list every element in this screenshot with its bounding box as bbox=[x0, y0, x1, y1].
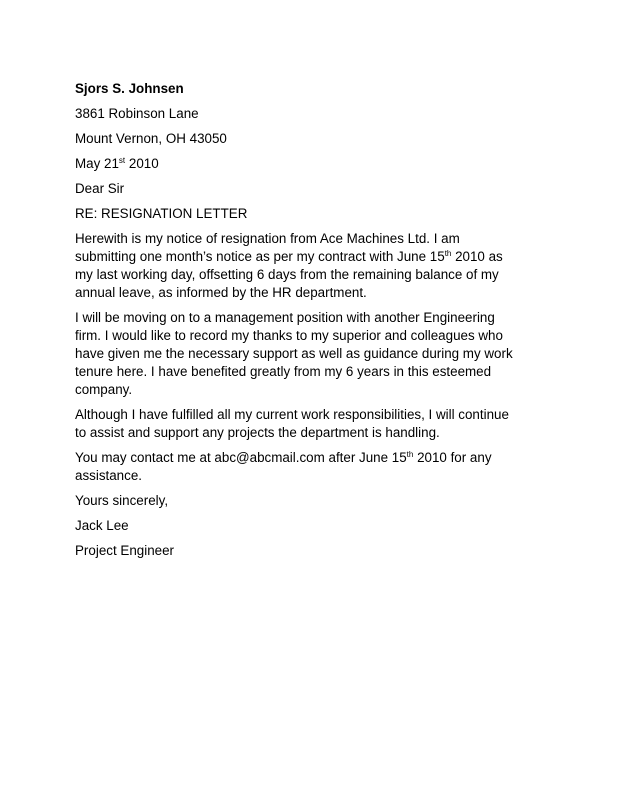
paragraph-line: my last working day, offsetting 6 days from the remaining balance of my bbox=[75, 267, 499, 282]
paragraph-line: assistance. bbox=[75, 468, 142, 483]
subject-line: RE: RESIGNATION LETTER bbox=[75, 206, 248, 221]
ordinal-suffix: th bbox=[444, 249, 452, 258]
closing: Yours sincerely, bbox=[75, 493, 169, 508]
sender-city: Mount Vernon, OH 43050 bbox=[75, 131, 227, 146]
date-suffix: st bbox=[118, 156, 126, 165]
text-fragment: 2010 for any bbox=[413, 450, 492, 465]
text-fragment: submitting one month’s notice as per my contract with June 15 bbox=[75, 249, 445, 264]
sender-name: Sjors S. Johnsen bbox=[75, 81, 184, 96]
signer-title: Project Engineer bbox=[75, 543, 174, 558]
resignation-letter bbox=[75, 80, 575, 567]
body-paragraph-2 bbox=[75, 309, 575, 399]
paragraph-line: Herewith is my notice of resignation from Ace Machines Ltd. I am bbox=[75, 231, 460, 246]
paragraph-line: Although I have fulfilled all my current work responsibilities, I will continue bbox=[75, 407, 509, 422]
signer-name: Jack Lee bbox=[75, 518, 129, 533]
text-fragment: 2010 as bbox=[451, 249, 503, 264]
sender-street: 3861 Robinson Lane bbox=[75, 106, 199, 121]
body-paragraph-3 bbox=[75, 406, 575, 442]
text-fragment: You may contact me at abc@abcmail.com after June 15 bbox=[75, 450, 407, 465]
paragraph-line: have given me the necessary support as well as guidance during my work bbox=[75, 346, 513, 361]
paragraph-line bbox=[75, 449, 575, 467]
letter-date bbox=[75, 155, 575, 173]
paragraph-line: I will be moving on to a management position with another Engineering bbox=[75, 310, 495, 325]
body-paragraph-1 bbox=[75, 230, 575, 302]
date-month-day: May 21 bbox=[75, 156, 119, 171]
paragraph-line: tenure here. I have benefited greatly from my 6 years in this esteemed bbox=[75, 364, 492, 379]
paragraph-line: annual leave, as informed by the HR department. bbox=[75, 285, 367, 300]
date-year: 2010 bbox=[125, 156, 159, 171]
paragraph-line: firm. I would like to record my thanks to my superior and colleagues who bbox=[75, 328, 503, 343]
salutation: Dear Sir bbox=[75, 181, 125, 196]
body-paragraph-4 bbox=[75, 449, 575, 485]
paragraph-line: company. bbox=[75, 382, 133, 397]
paragraph-line: to assist and support any projects the department is handling. bbox=[75, 425, 440, 440]
ordinal-suffix: th bbox=[406, 450, 414, 459]
paragraph-line bbox=[75, 248, 575, 266]
